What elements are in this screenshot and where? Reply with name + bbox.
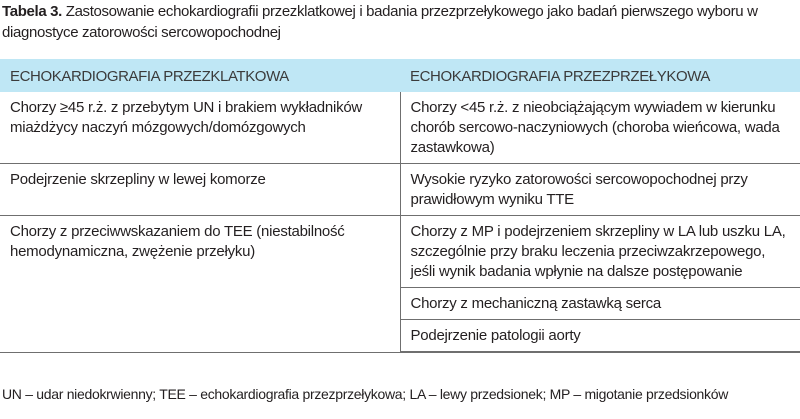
table-caption-label: Tabela 3. [2,3,62,20]
header-cell-tte: ECHOKARDIOGRAFIA PRZEZKLATKOWA [0,59,400,92]
table-footnote: UN – udar niedokrwienny; TEE – echokardiografia przezprzełykowa; LA – lewy przedsionek; MP – migotanie przedsionków [2,386,729,402]
table-row [0,216,800,288]
table-cell-tte: Chorzy ≥45 r.ż. z przebytym UN i brakiem wykładników miażdżycy naczyń mózgowych/domózgowych [0,92,400,164]
table-caption-text: Zastosowanie echokardiografii przezklatkowej i badania przezprzełykowego jako badań pierwszego wyboru w diagnostyce zatorowości sercowopochodnej [2,3,758,41]
table-cell-tee: Wysokie ryzyko zatorowości sercowopochodnej przy prawidłowym wyniku TTE [400,164,800,216]
comparison-table [0,59,800,353]
table-caption [2,1,792,43]
table-cell-tte: Podejrzenie skrzepliny w lewej komorze [0,164,400,216]
table-cell-tee: Chorzy <45 r.ż. z nieobciążającym wywiadem w kierunku chorób sercowo-naczyniowych (choroba wieńcowa, wada zastawkowa) [400,92,800,164]
table-row [0,164,800,216]
table-cell-tee: Chorzy z MP i podejrzeniem skrzepliny w LA lub uszku LA, szczególnie przy braku leczenia przeciwzakrzepowego, jeśli wynik badania wpłynie na dalsze postępowanie [400,216,800,288]
table-cell-tte: Chorzy z przeciwwskazaniem do TEE (niestabilność hemodynamiczna, zwężenie przełyku) [0,216,400,353]
table-header-row [0,59,800,92]
table-cell-tee: Podejrzenie patologii aorty [400,320,800,353]
table-row [0,92,800,164]
table-cell-tee: Chorzy z mechaniczną zastawką serca [400,288,800,320]
header-cell-tee: ECHOKARDIOGRAFIA PRZEZPRZEŁYKOWA [400,59,800,92]
